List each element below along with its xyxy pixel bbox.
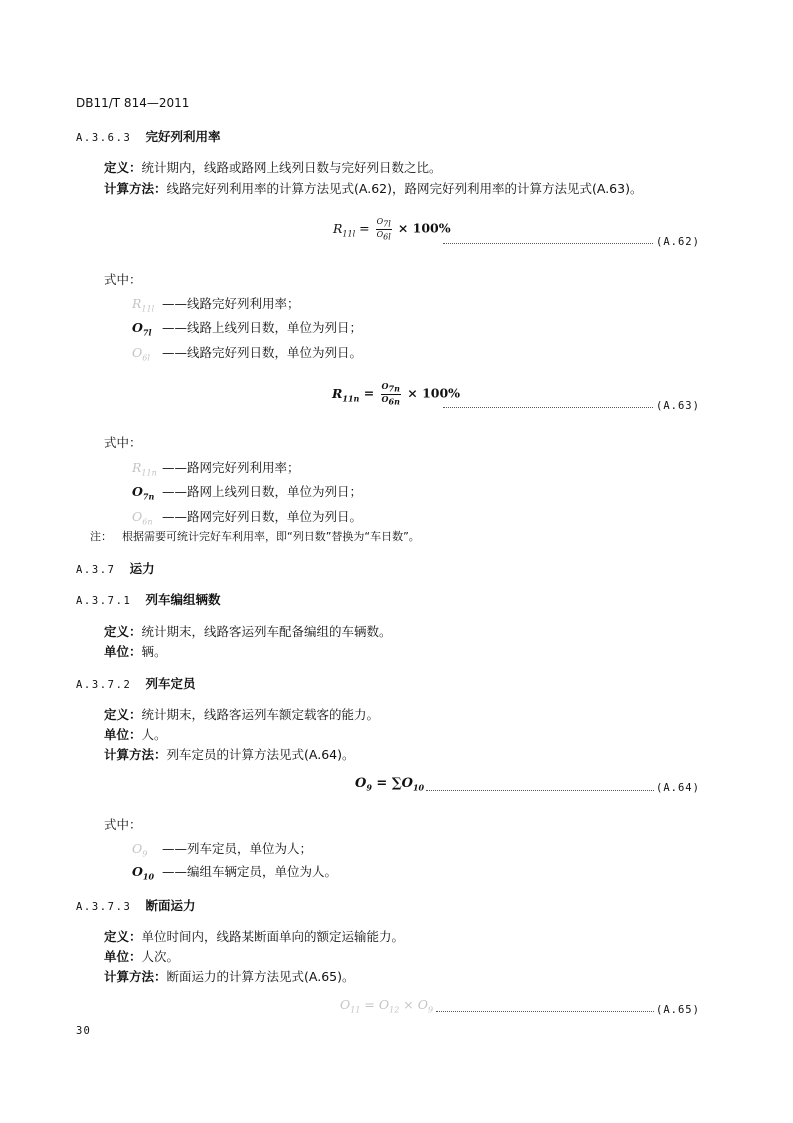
- where-item: $O_{10}$ ——编组车辆定员，单位为人。: [132, 864, 338, 882]
- section-number: A.3.7.1: [76, 595, 132, 607]
- eq-lhs: $R_{11l}$: [333, 220, 356, 239]
- eq-fraction: $\frac{O_{7n}}{O_{6n}}$: [381, 381, 400, 407]
- section-title: 完好列利用率: [145, 129, 221, 144]
- equation-a62: $R_{11l}$ = $\frac{O_{7l}}{O_{6l}}$ × 100%: [333, 217, 451, 242]
- section-number: A.3.7: [76, 564, 116, 576]
- dot-leader: [426, 778, 654, 791]
- calc-method-line: [104, 179, 642, 197]
- equation-number: (A.63): [656, 400, 700, 412]
- where-intro: 式中：: [104, 272, 142, 287]
- calc-method-line: 计算方法：列车定员的计算方法见式(A.64)。: [104, 747, 355, 762]
- definition-text: 统计期内，线路或路网上线列日数与完好列日数之比。: [141, 160, 442, 175]
- section-number: A.3.6.3: [76, 132, 132, 144]
- definition-line: [104, 158, 442, 176]
- calc-method-line: 计算方法：断面运力的计算方法见式(A.65)。: [104, 969, 355, 984]
- section-heading-a372: [76, 674, 195, 692]
- eq-lhs: $R_{11n}$: [332, 385, 360, 404]
- definition-line: 定义：单位时间内，线路某断面单向的额定运输能力。: [104, 929, 405, 944]
- unit-line: 单位：人。: [104, 727, 167, 742]
- section-title: 列车定员: [145, 676, 196, 691]
- section-title: 列车编组辆数: [145, 592, 221, 607]
- definition-line: 定义：统计期末，线路客运列车配备编组的车辆数。: [104, 624, 392, 639]
- section-heading-a373: [76, 896, 195, 914]
- section-heading-a371: [76, 590, 220, 608]
- calc-method-text: 线路完好列利用率的计算方法见式(A.62)，路网完好列利用率的计算方法见式(A.63)。: [166, 181, 643, 196]
- equation-number: (A.62): [656, 236, 700, 248]
- where-item: $O_{6n}$ ——路网完好列日数，单位为列日。: [132, 509, 363, 527]
- where-item: $R_{11l}$ ——线路完好列利用率；: [132, 296, 300, 314]
- where-item: $O_9$ ——列车定员，单位为人；: [132, 841, 313, 859]
- equation-a63: $R_{11n}$ = $\frac{O_{7n}}{O_{6n}}$ × 100%: [332, 381, 461, 407]
- where-item: $O_{7n}$ ——路网上线列日数，单位为列日；: [132, 484, 363, 502]
- eq-fraction: $\frac{O_{7l}}{O_{6l}}$: [376, 217, 391, 242]
- unit-line: 单位：辆。: [104, 644, 167, 659]
- equation-number: (A.65): [656, 1004, 700, 1016]
- where-intro: 式中：: [104, 435, 142, 450]
- where-item: $O_{6l}$ ——线路完好列日数，单位为列日。: [132, 345, 363, 363]
- dot-leader: [436, 999, 654, 1012]
- note-text: 根据需要可统计完好车利用率，即“列日数”替换为“车日数”。: [122, 530, 420, 543]
- dot-leader: [443, 231, 653, 244]
- note: [90, 528, 420, 544]
- definition-label: 定义：: [104, 160, 142, 175]
- section-heading-a37: [76, 559, 155, 577]
- definition-line: 定义：统计期末，线路客运列车额定载客的能力。: [104, 707, 380, 722]
- section-title: 运力: [129, 561, 155, 576]
- calc-method-label: 计算方法：: [104, 181, 167, 196]
- note-label: 注：: [90, 530, 112, 543]
- where-intro: 式中：: [104, 817, 142, 832]
- section-heading-a363: [76, 127, 220, 145]
- section-number: A.3.7.2: [76, 679, 132, 691]
- section-title: 断面运力: [145, 898, 196, 913]
- section-number: A.3.7.3: [76, 901, 132, 913]
- where-item: $R_{11n}$ ——路网完好列利用率；: [132, 460, 300, 478]
- document-code: DB11/T 814—2011: [76, 96, 190, 110]
- dot-leader: [443, 395, 653, 408]
- equation-number: (A.64): [656, 782, 700, 794]
- page-number: 30: [76, 1025, 92, 1037]
- where-item: $O_{7l}$ ——线路上线列日数，单位为列日；: [132, 320, 363, 338]
- equation-a64: $O_9 = \sum O_{10}$: [355, 776, 425, 793]
- unit-line: 单位：人次。: [104, 949, 180, 964]
- equation-a65: $O_{11} = O_{12} \times O_9$: [340, 997, 434, 1015]
